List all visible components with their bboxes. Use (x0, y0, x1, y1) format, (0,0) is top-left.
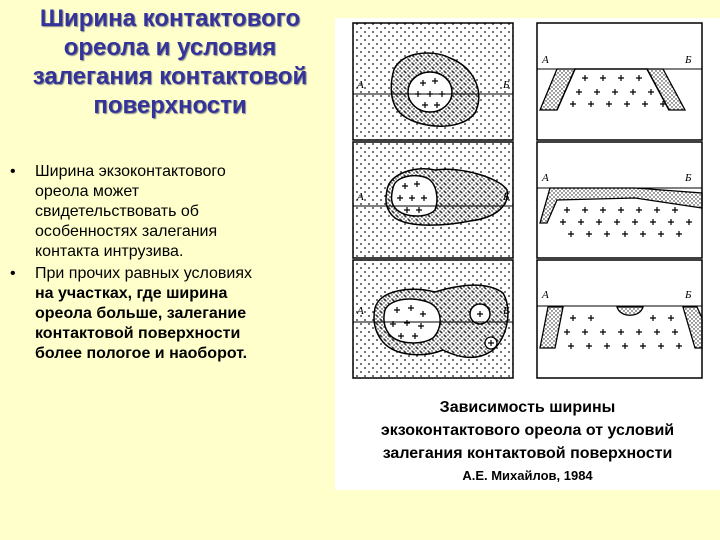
title-line-3: залегания контактовой (32, 63, 308, 90)
caption-author: А.Е. Михайлов, 1984 (462, 468, 593, 483)
section-label: А (542, 172, 549, 184)
bullet-marker: • (10, 163, 16, 180)
section-label: Б (503, 305, 510, 317)
bullet-2-line-5: более пологое и наоборот. (35, 345, 248, 362)
section-label: Б (685, 172, 692, 184)
bullet-1-line-1: Ширина экзоконтактового (35, 163, 226, 180)
intrusion-body (392, 176, 437, 216)
figure-panel (335, 18, 720, 490)
section-label: А (357, 79, 364, 91)
title-line-4: поверхности (93, 92, 247, 119)
title-line-1: Ширина контактового (39, 5, 301, 32)
section-label: А (357, 305, 364, 317)
title-line-2: ореола и условия (63, 34, 277, 61)
caption-line-1: Зависимость ширины (439, 399, 616, 416)
bullet-marker: • (10, 265, 16, 282)
bullet-2-line-3: ореола больше, залегание (35, 305, 247, 322)
section-label: Б (685, 54, 692, 66)
bullet-2-line-2: на участках, где ширина (35, 285, 228, 302)
intrusion-body (384, 299, 440, 343)
bullet-1-line-4: особенностях залегания (35, 223, 218, 240)
caption-line-2: экзоконтактового ореола от условий (380, 422, 675, 439)
section-label: Б (685, 289, 692, 301)
cross-section-frame (537, 260, 702, 378)
bullet-item-1 (10, 162, 320, 262)
bullet-2-line-4: контактовой поверхности (35, 325, 241, 342)
figure-caption (335, 396, 720, 486)
slide-title (0, 4, 340, 120)
section-label: А (357, 191, 364, 203)
contact-aureole-diagram (335, 18, 720, 393)
bullet-1-line-5: контакта интрузива. (35, 243, 184, 260)
bullet-list (10, 162, 320, 366)
section-label: Б (503, 191, 510, 203)
section-label: А (542, 289, 549, 301)
bullet-item-2 (10, 264, 320, 364)
bullet-2-line-1: При прочих равных условиях (35, 265, 253, 282)
section-label: Б (503, 79, 510, 91)
section-label: А (542, 54, 549, 66)
bullet-1-line-3: свидетельствовать об (35, 203, 199, 220)
bullet-1-line-2: ореола может (35, 183, 140, 200)
caption-line-3: залегания контактовой поверхности (382, 445, 673, 462)
